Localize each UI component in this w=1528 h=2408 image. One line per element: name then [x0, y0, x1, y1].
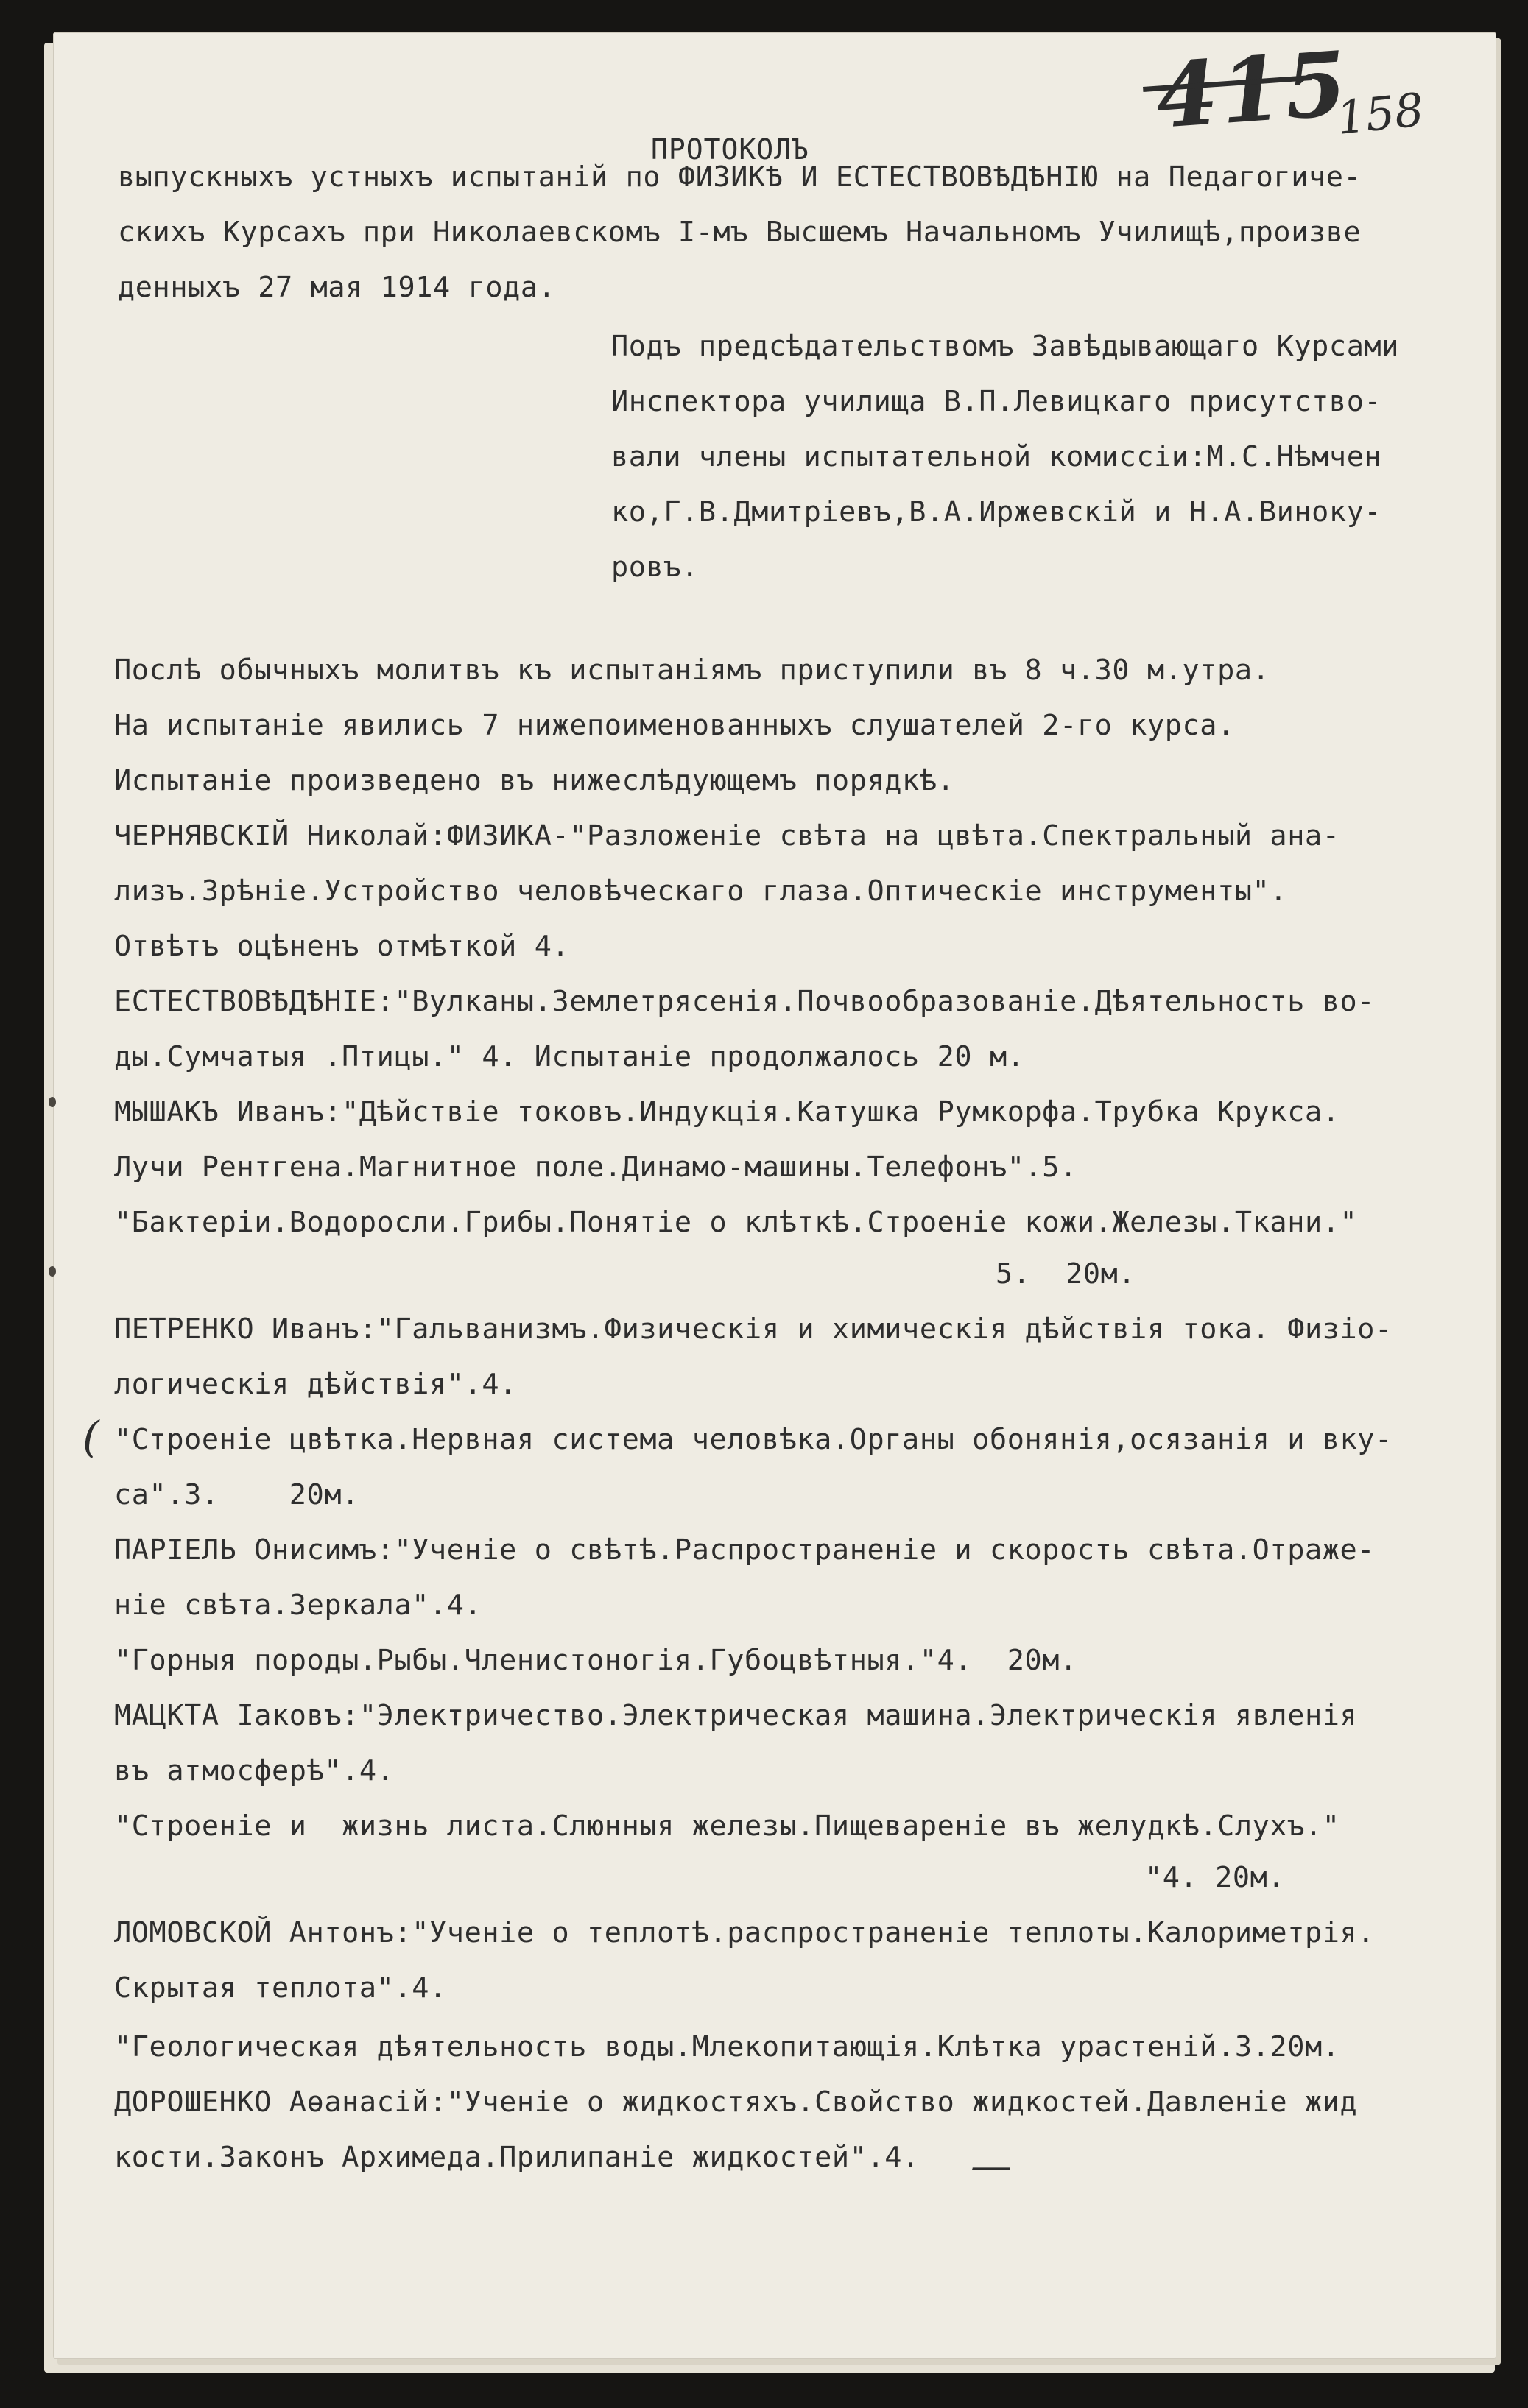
text-line: ЧЕРНЯВСКІЙ Николай:ФИЗИКА-"Разложеніе свѣта на цвѣта.Спектральный ана-	[114, 819, 1340, 852]
text-line: Скрытая теплота".4.	[114, 1971, 447, 2005]
text-line: 5. 20м.	[996, 1257, 1136, 1290]
text-line: "Строеніе и жизнь листа.Слюнныя железы.Пищевареніе въ желудкѣ.Слухъ."	[114, 1809, 1340, 1843]
text-line: Послѣ обычныхъ молитвъ къ испытаніямъ приступили въ 8 ч.30 м.утра.	[114, 654, 1270, 687]
text-line: вали члены испытательной комиссіи:М.С.Нѣмчен	[611, 440, 1382, 473]
text-line: скихъ Курсахъ при Николаевскомъ I-мъ Высшемъ Начальномъ Училищѣ,произве	[118, 216, 1362, 249]
text-line: Испытаніе произведено въ нижеслѣдующемъ порядкѣ.	[114, 764, 955, 797]
text-line: "Горныя породы.Рыбы.Членистоногія.Губоцвѣтныя."4. 20м.	[114, 1644, 1077, 1677]
text-line: Подъ предсѣдательствомъ Завѣдывающаго Курсами	[611, 330, 1400, 363]
text-line: са".3. 20м.	[114, 1478, 359, 1511]
text-line: ровъ.	[611, 551, 699, 584]
text-line: ЕСТЕСТВОВѢДѢНІЕ:"Вулканы.Землетрясенія.Почвообразованіе.Дѣятельность во-	[114, 985, 1376, 1018]
text-line: выпускныхъ устныхъ испытаній по ФИЗИКѢ И ЕСТЕСТВОВѢДѢНІЮ на Педагогиче-	[118, 160, 1362, 194]
text-line: ко,Г.В.Дмитріевъ,В.А.Иржевскій и Н.А.Винoку-	[611, 495, 1382, 529]
text-line: денныхъ 27 мая 1914 года.	[118, 271, 556, 304]
text-line: ДОРОШЕНКО Аѳанасій:"Ученіе о жидкостяхъ.Свойство жидкостей.Давленіе жид	[114, 2086, 1358, 2119]
text-line: МЫШАКЪ Иванъ:"Дѣйствіе токовъ.Индукція.Катушка Румкорфа.Трубка Крукса.	[114, 1095, 1340, 1129]
text-line: Инспектора училища В.П.Левицкаго присутство-	[611, 385, 1382, 418]
document-title: ПРОТОКОЛЪ	[651, 133, 809, 166]
text-line: На испытаніе явились 7 нижепоименованныхъ слушателей 2-го курса.	[114, 709, 1235, 742]
page-number: 158	[1334, 82, 1426, 145]
text-line: въ атмосферѣ".4.	[114, 1754, 395, 1787]
text-line: МАЦКТА Іаковъ:"Электричество.Электрическая машина.Электрическія явленія	[114, 1699, 1358, 1732]
document-page	[53, 32, 1496, 2359]
text-line: "4. 20м.	[1145, 1861, 1286, 1894]
text-line: Отвѣтъ оцѣненъ отмѣткой 4.	[114, 930, 570, 963]
end-dash: —	[971, 2142, 1012, 2190]
archive-number: 415	[1152, 32, 1353, 149]
text-line: ды.Сумчатыя .Птицы." 4. Испытаніе продолжалось 20 м.	[114, 1040, 1025, 1073]
text-line: ЛОМОВСКОЙ Антонъ:"Ученіе о теплотѣ.распространеніе теплоты.Калориметрія.	[114, 1916, 1376, 1949]
text-line: "Строеніе цвѣтка.Нервная система человѣка.Органы обонянія,осязанія и вку-	[114, 1423, 1393, 1456]
punch-hole	[49, 1266, 56, 1277]
text-line: логическія дѣйствія".4.	[114, 1368, 517, 1401]
text-line: кости.Законъ Архимеда.Прилипаніе жидкостей".4.	[114, 2141, 920, 2174]
text-line: "Бактеріи.Водоросли.Грибы.Понятіе о клѣткѣ.Строеніе кожи.Железы.Ткани."	[114, 1206, 1358, 1239]
text-line: ПЕТРЕНКО Иванъ:"Гальванизмъ.Физическія и химическія дѣйствія тока. Физіо-	[114, 1313, 1393, 1346]
text-line: лизъ.Зрѣніе.Устройство человѣческаго глаза.Оптическіе инструменты".	[114, 875, 1288, 908]
margin-mark: (	[82, 1412, 99, 1462]
text-line: ніе свѣта.Зеркала".4.	[114, 1589, 482, 1622]
text-line: "Геологическая дѣятельность воды.Млекопитающія.Клѣтка урастеній.3.20м.	[114, 2030, 1340, 2063]
text-line: Лучи Рентгена.Магнитное поле.Динамо-машины.Телефонъ".5.	[114, 1151, 1077, 1184]
text-line: ПАРІЕЛЬ Онисимъ:"Ученіе о свѣтѣ.Распространеніе и скорость свѣта.Отраже-	[114, 1533, 1376, 1567]
punch-hole	[49, 1097, 56, 1107]
